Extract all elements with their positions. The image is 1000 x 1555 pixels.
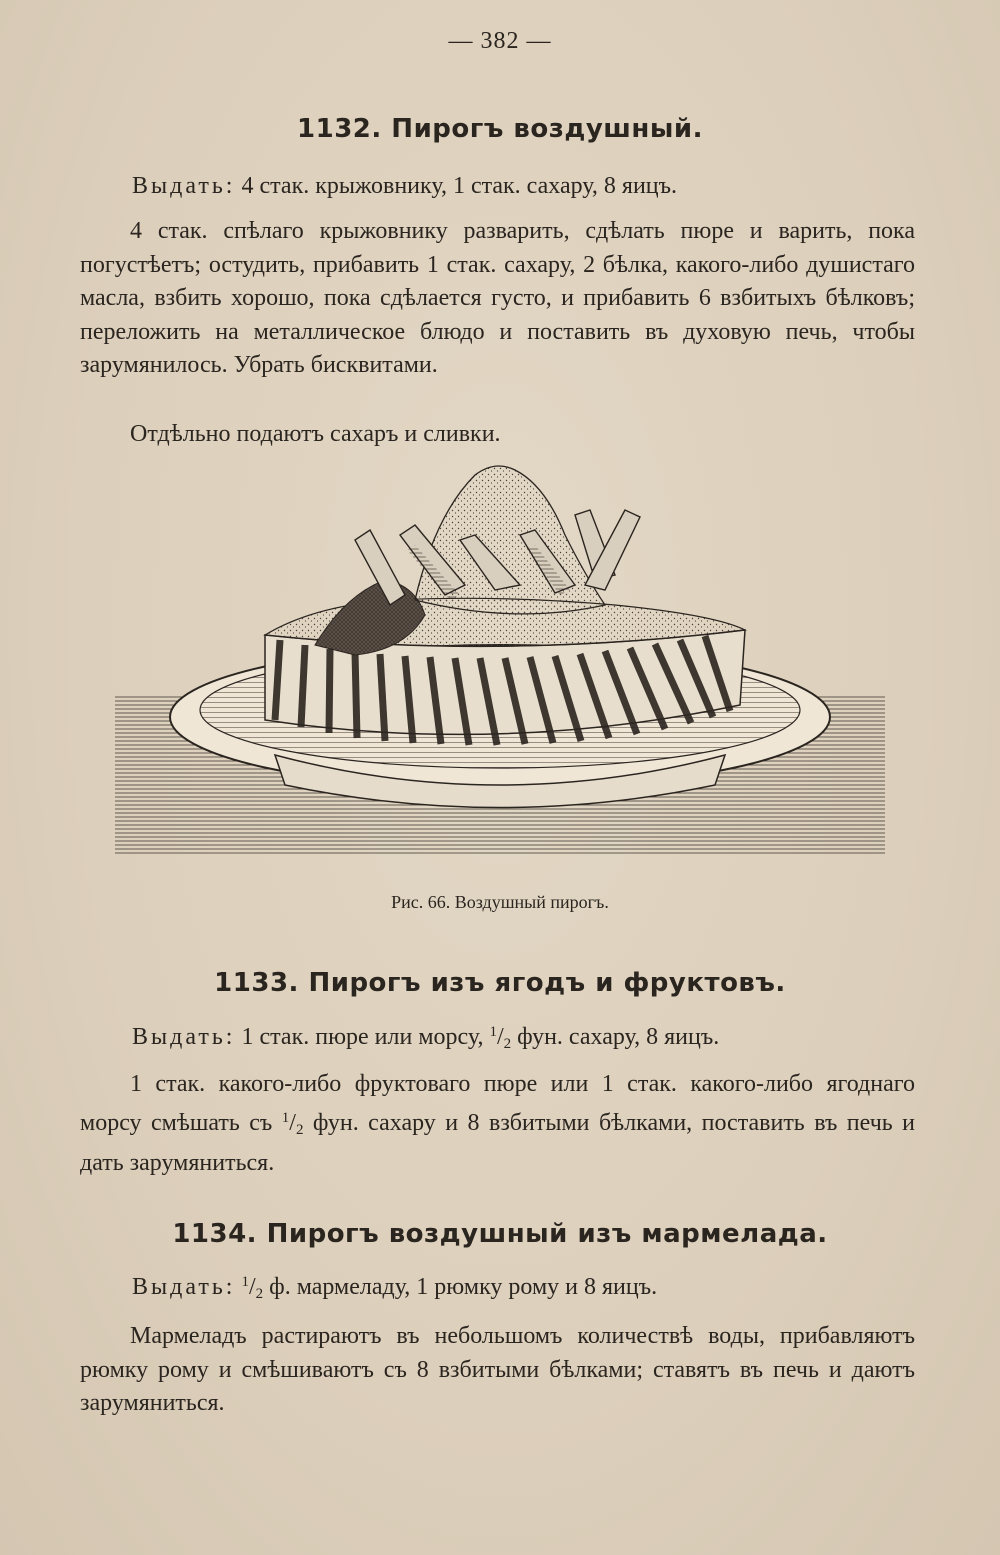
yield-label: Выдать: [132,1274,236,1300]
recipe-yield-1133 [132,1024,910,1053]
yield-label: Выдать: [132,1024,236,1050]
recipe-paragraph: 1 стак. какого-либо фруктоваго пюре или 1 стак. какого-либо ягоднаго морсу смѣшать съ $^1/_2$ фун. сахару и 8 взбитыми бѣлками, поставить въ печь и дать зарумяниться. [80,1071,916,1176]
recipe-heading-1132: 1132. Пирогъ воздушный. [297,114,703,144]
yield-text: фун. сахару, 8 яицъ. [517,1024,720,1050]
yield-text: 1 стак. пюре или морсу, [241,1024,484,1050]
figure-caption: Рис. 66. Воздушный пирогъ. [391,892,609,912]
fraction-half: $^1/_2$ [241,1274,264,1302]
recipe-yield-1134 [132,1274,910,1303]
recipe-heading-1133: 1133. Пирогъ изъ ягодъ и фруктовъ. [214,968,786,998]
recipe-paragraph: Мармеладъ растираютъ въ небольшомъ количествѣ воды, прибавляютъ рюмку рому и смѣшиваютъ съ 8 взбитыми бѣлками; ставятъ въ печь и даютъ зарумяниться. [80,1323,915,1416]
recipe-paragraph: 4 стак. спѣлаго крыжовнику разварить, сдѣлать пюре и варить, пока погустѣетъ; остудить, прибавить 1 стак. сахару, 2 бѣлка, какого-либо душистаго масла, взбить хорошо, пока сдѣлается густо, и прибавить 6 взбитыхъ бѣлковъ; переложить на металлическое блюдо и поставить въ духовую печь, чтобы зарумянилось. Убрать бисквитами. [80,218,915,378]
yield-label: Выдать: [132,173,236,199]
pie-engraving-illustration [115,455,885,865]
fraction-half: $^1/_2$ [489,1024,512,1052]
recipe-paragraph: Отдѣльно подаютъ сахаръ и сливки. [130,421,501,447]
fraction-half: $^1/_2$ [281,1109,304,1138]
recipe-heading-1134: 1134. Пирогъ воздушный изъ мармелада. [172,1219,828,1249]
yield-text: ф. мармеладу, 1 рюмку рому и 8 яицъ. [269,1274,658,1300]
recipe-yield-1132 [132,173,910,200]
yield-text: 4 стак. крыжовнику, 1 стак. сахару, 8 яицъ. [241,173,678,199]
page-number: — 382 — [448,28,552,54]
